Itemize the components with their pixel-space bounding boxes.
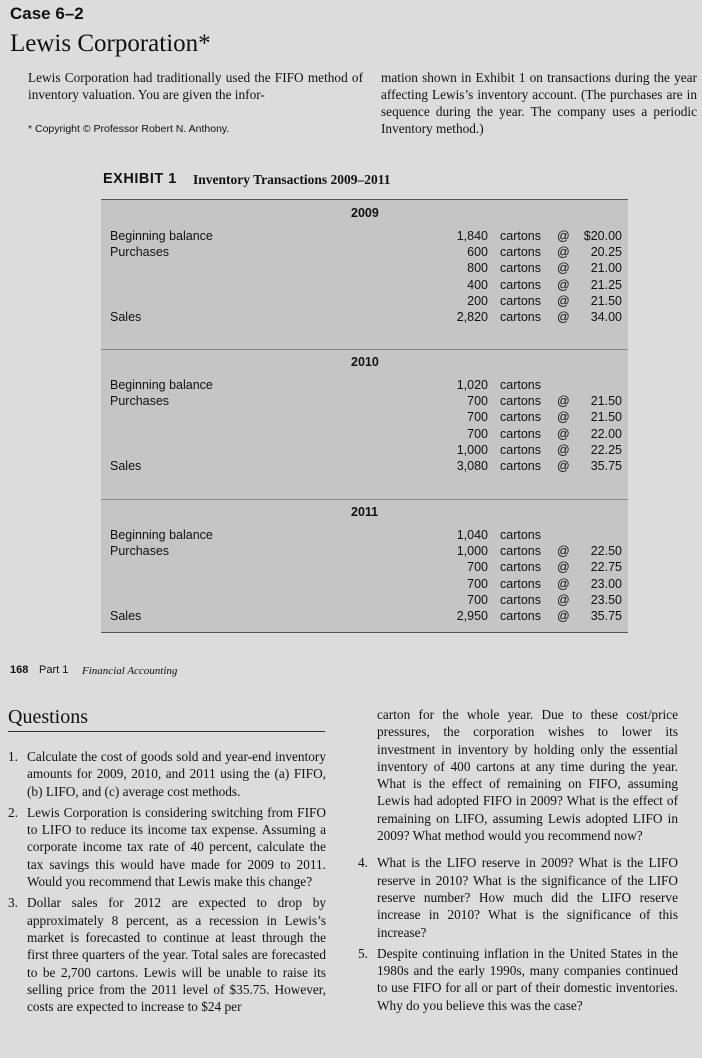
quantity-cell: 600 [467, 245, 488, 260]
unit-cell: cartons [500, 261, 541, 276]
price-cell: 22.75 [590, 560, 622, 575]
purchases-label: Purchases [110, 394, 170, 409]
quantity-cell: 700 [467, 592, 488, 607]
price-cell: 21.00 [590, 261, 622, 276]
case-title: Lewis Corporation* [10, 30, 211, 57]
quantity-cell: 1,020 [456, 378, 488, 392]
year-label: 2010 [351, 355, 379, 369]
price-cell: $20.00 [583, 229, 622, 243]
question-item [358, 854, 678, 940]
unit-cell: cartons [500, 426, 541, 441]
questions-column-left [8, 748, 326, 1019]
price-cell: 34.00 [590, 310, 622, 324]
questions-divider [8, 731, 325, 732]
quantity-cell: 2,820 [456, 310, 488, 324]
unit-cell: cartons [500, 609, 541, 623]
year-label: 2009 [351, 206, 379, 220]
quantity-cell: 800 [467, 261, 488, 276]
at-symbol: @ [557, 459, 570, 473]
quantity-cell: 700 [467, 576, 488, 591]
price-cell: 23.50 [590, 592, 622, 607]
unit-cell: cartons [500, 410, 541, 425]
purchases-label: Purchases [110, 245, 170, 260]
quantity-cell: 2,950 [456, 609, 488, 623]
unit-cell: cartons [500, 229, 541, 243]
part-label: Part 1 [39, 664, 69, 676]
question-text: Despite continuing inflation in the United States in the 1980s and the early 1990s, many companies continued to use FIFO for all or part of their domestic inventories. Why do you believe this was the case? [377, 945, 678, 1013]
year-divider [101, 499, 628, 500]
quantity-cell: 700 [467, 410, 488, 425]
page-number: 168 [10, 664, 29, 676]
unit-cell: cartons [500, 245, 541, 260]
at-symbol: @ [557, 560, 570, 575]
question-text: What is the LIFO reserve in 2009? What is the LIFO reserve in 2010? What is the significance of the LIFO reserve number? How much did the LIFO reserve increase in 2010? What is the significance of this increase? [377, 855, 678, 940]
unit-cell: cartons [500, 459, 541, 473]
intro-paragraph-left: Lewis Corporation had traditionally used the FIFO method of inventory valuation. You are given the infor- [28, 70, 363, 102]
price-cell: 21.50 [590, 394, 622, 409]
question-continuation: carton for the whole year. Due to these cost/price pressures, the corporation wishes to lower its investment in inventory by holding only the essential inventory of 400 cartons at any time during the year. What is the effect of remaining on FIFO, assuming Lewis had adopted FIFO in 2009? What is the effect of remaining on LIFO, assuming Lewis adopted LIFO in 2009? What method would you recommend now? [377, 707, 678, 844]
price-cell: 23.00 [590, 576, 622, 591]
question-item [8, 804, 326, 890]
year-divider [101, 349, 628, 350]
quantity-cell: 1,040 [456, 528, 488, 542]
sales-label: Sales [110, 459, 142, 473]
question-item [8, 894, 326, 1015]
at-symbol: @ [557, 544, 570, 559]
quantity-cell: 700 [467, 394, 488, 409]
question-number: 3. [8, 895, 18, 911]
beginning-balance-label: Beginning balance [110, 378, 213, 392]
question-number: 5. [358, 945, 368, 961]
at-symbol: @ [557, 576, 570, 591]
unit-cell: cartons [500, 442, 541, 457]
price-cell: 35.75 [590, 459, 622, 473]
at-symbol: @ [557, 293, 570, 308]
intro-paragraph-right: mation shown in Exhibit 1 on transactions during the year affecting Lewis’s inventory account. (The purchases are in sequence during the year. The company uses a periodic Inventory method.) [381, 70, 697, 136]
year-label: 2011 [351, 505, 379, 519]
questions-heading: Questions [8, 706, 88, 728]
question-number: 1. [8, 749, 18, 764]
price-cell: 21.25 [590, 277, 622, 292]
question-item [358, 945, 678, 1014]
question-text: Dollar sales for 2012 are expected to drop by approximately 8 percent, as a recession in Lewis’s market is forecasted to continue at least through the first three quarters of the year. Total sales are forecasted to be 2,700 cartons. Lewis will be unable to raise its selling price from the 2011 level of $35.75. However, costs are expected to increase to $24 per [27, 895, 326, 1015]
exhibit-label: EXHIBIT 1 [103, 171, 177, 187]
quantity-cell: 3,080 [456, 459, 488, 473]
at-symbol: @ [557, 261, 570, 276]
at-symbol: @ [557, 426, 570, 441]
sales-label: Sales [110, 310, 142, 324]
question-item [8, 748, 326, 800]
quantity-cell: 700 [467, 560, 488, 575]
price-cell: 22.50 [590, 544, 622, 559]
price-cell: 20.25 [590, 245, 622, 260]
unit-cell: cartons [500, 528, 541, 542]
quantity-cell: 700 [467, 426, 488, 441]
exhibit-table [101, 199, 628, 633]
quantity-cell: 400 [467, 277, 488, 292]
at-symbol: @ [557, 394, 570, 409]
unit-cell: cartons [500, 394, 541, 409]
at-symbol: @ [557, 310, 570, 324]
unit-cell: cartons [500, 544, 541, 559]
price-cell: 21.50 [590, 410, 622, 425]
exhibit-title: Inventory Transactions 2009–2011 [193, 172, 391, 187]
quantity-cell: 1,000 [456, 544, 488, 559]
question-number: 4. [358, 855, 368, 871]
at-symbol: @ [557, 277, 570, 292]
question-text: Lewis Corporation is considering switching from FIFO to LIFO to reduce its income tax expense. Assuming a corporate income tax rate of 40 percent, calculate the tax savings this would have made for 2009 to 2011. Would you recommend that Lewis make this change? [27, 804, 326, 890]
at-symbol: @ [557, 592, 570, 607]
question-text: Calculate the cost of goods sold and year-end inventory amounts for 2009, 2010, and 2011 using the (a) FIFO, (b) LIFO, and (c) average cost methods. [27, 749, 326, 799]
at-symbol: @ [557, 609, 570, 623]
unit-cell: cartons [500, 277, 541, 292]
price-cell: 35.75 [590, 609, 622, 623]
unit-cell: cartons [500, 378, 541, 392]
case-label: Case 6–2 [10, 4, 84, 23]
quantity-cell: 200 [467, 293, 488, 308]
unit-cell: cartons [500, 293, 541, 308]
price-cell: 21.50 [590, 293, 622, 308]
copyright-note: * Copyright © Professor Robert N. Anthony. [28, 123, 230, 135]
at-symbol: @ [557, 229, 570, 243]
unit-cell: cartons [500, 576, 541, 591]
unit-cell: cartons [500, 560, 541, 575]
price-cell: 22.25 [590, 442, 622, 457]
beginning-balance-label: Beginning balance [110, 528, 213, 542]
questions-column-right [358, 706, 678, 1018]
beginning-balance-label: Beginning balance [110, 229, 213, 243]
purchases-label: Purchases [110, 544, 170, 559]
at-symbol: @ [557, 442, 570, 457]
sales-label: Sales [110, 609, 142, 623]
at-symbol: @ [557, 410, 570, 425]
quantity-cell: 1,000 [456, 442, 488, 457]
quantity-cell: 1,840 [456, 229, 488, 243]
unit-cell: cartons [500, 592, 541, 607]
price-cell: 22.00 [590, 426, 622, 441]
at-symbol: @ [557, 245, 570, 260]
question-number: 2. [8, 804, 18, 820]
unit-cell: cartons [500, 310, 541, 324]
section-title: Financial Accounting [82, 665, 178, 677]
